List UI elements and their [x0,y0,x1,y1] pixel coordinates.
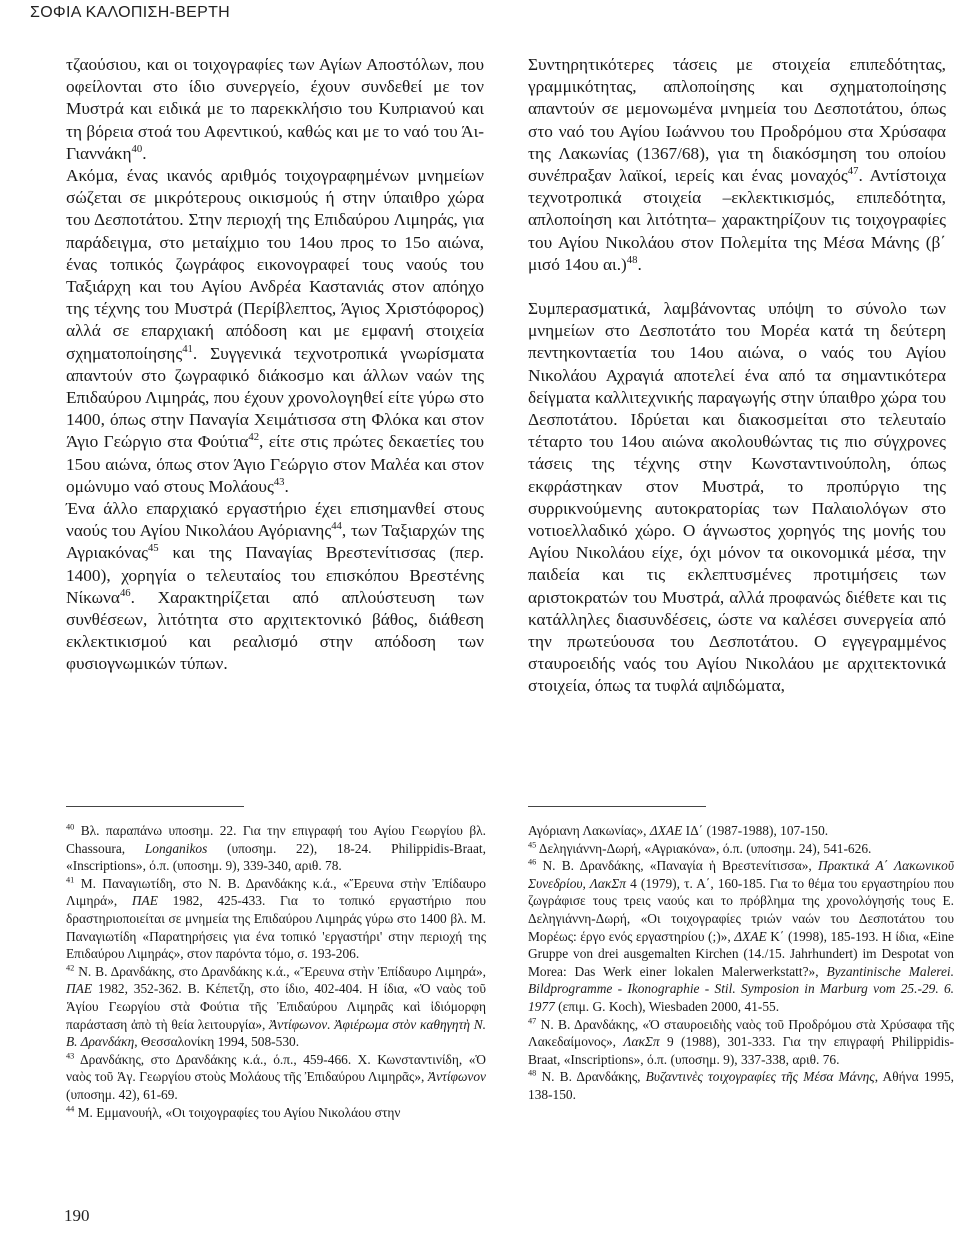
footnote-ref[interactable]: 41 [182,342,193,355]
page-number: 190 [64,1206,90,1225]
footnote-divider [66,806,244,807]
paragraph: τζαούσιου, και οι τοιχογραφίες των Αγίων Αποστόλων, που οφείλονται στο ίδιο συνεργείο, έχουν συνδεθεί με τον Μυστρά και ειδικά με το παρεκκλήσιο του Κυπριανού και τη βόρεια στοά του Αφεντικού, καθώς και με το ναό του Άι-Γιαννάκη$^{40}$. [66,55,484,163]
paragraph: Συμπερασματικά, λαμβάνοντας υπόψη το σύνολο των μνημείων στο Δεσποτάτο του Μορέα κατά τη δεύτερη πεντηκονταετία του 14ου αιώνα, ο ναός του Αγίου Νικολάου Αχραγιά αποτελεί ένα από τα σημαντικότερα δείγματα καλλιτεχνικής παραγωγής στην ύπαιθρο χώρα του Δεσποτάτου. Ιδρύεται και διακοσμείται στο τελευταίο τέταρτο του 14ου αιώνα ακολουθώντας τις πιο σύγχρονες τάσεις της τέχνης στην Κωνσταντινούπολη, όπως εκφράστηκαν στον Μυστρά, το προπύργιο της συρρικνούμενης αυτοκρατορίας των Παλαιολόγων στο νοτιοελλαδικό χώρο. Ο άγνωστος χορηγός της μονής του Αγίου Νικολάου είχε, όχι μόνον τα οικονομικά μέσα, την παιδεία και τις εκλεπτυσμένες προτιμήσεις των αριστοκρατών του Μυστρά, αλλά προφανώς διέθετε και τις κατάλληλες διασυνδέσεις, ώστε να καλέσει συνεργεία από την πρωτεύουσα του Δεσποτάτου. Ο εγγεγραμμένος σταυροειδής ναός του Αγίου Νικολάου με αρχιτεκτονικά στοιχεία, όπως τα τυφλά αψιδώματα, [528,299,946,696]
footnote-continuation: Αγόριανη Λακωνίας», ΔΧΑΕ ΙΔ΄ (1987-1988), 107-150. [528,823,829,838]
footnote: $^{43}$ Δρανδάκης, στο Δρανδάκης κ.ά., ό.π., 459-466. Χ. Κωνσταντινίδη, «Ὁ ναὸς τοῦ Ἁγ. Γεωργίου στοὺς Μολάους τῆς Ἐπιδαύρου Λιμηρᾶς», Ἀντίφωνον (υποσημ. 42), 61-69. [66,1051,486,1102]
footnote: $^{44}$ Μ. Εμμανουήλ, «Οι τοιχογραφίες του Αγίου Νικολάου στην [66,1104,401,1120]
paragraph: Συντηρητικότερες τάσεις με στοιχεία επιπεδότητας, γραμμικότητας, απλοποίησης και σχηματοποίησης απαντούν σε μεμονωμένα μνημεία του Δεσποτάτου, όπως στο ναό του Αγίου Ιωάννου του Προδρόμου στα Χρύσαφα της Λακωνίας (1367/68), για τη διακόσμηση του οποίου συνέπραξαν λαϊκοί, ιερείς και ένας μοναχός$^{47}$. Αντίστοιχα τεχνοτροπικά στοιχεία –εκλεκτικισμός, επιπεδότητα, απλοποίηση και λιτότητα– χαρακτηρίζουν τις τοιχογραφίες του Αγίου Νικολάου στον Πολεμίτα της Μέσα Μάνης (β΄ μισό 14ου αι.)$^{48}$. [528,55,947,274]
footnote: $^{42}$ Ν. Β. Δρανδάκης, στο Δρανδάκης κ.ά., «Ἔρευνα στὴν Ἐπίδαυρο Λιμηρά», ΠΑΕ 1982, 352-362. Β. Κέπετζη, στο ίδιο, 402-404. Η ίδια, «Ὁ ναὸς τοῦ Ἁγίου Γεωργίου στὰ Φούτια τῆς Ἐπιδαύρου Λιμηρᾶς καὶ ἰδιόμορφη παράσταση ἀπὸ τὴ θεία λειτουργία», Ἀντίφωνον. Ἀφιέρωμα στὸν καθηγητὴ Ν. Β. Δρανδάκη, Θεσσαλονίκη 1994, 508-530. [66,963,486,1050]
footnote-ref[interactable]: 46 [119,587,131,600]
footnote-ref[interactable]: 47 [847,165,859,178]
footnote-divider [528,806,706,807]
footnote: $^{47}$ Ν. Β. Δρανδάκης, «Ὁ σταυροειδὴς ναὸς τοῦ Προδρόμου στὰ Χρύσαφα τῆς Λακεδαίμονος», ΛακΣπ 9 (1988), 301-333. Για την επιγραφή Philippidis-Braat, «Inscriptions», ό.π. (υποσημ. 9), 337-338, αριθ. 76. [528,1016,954,1067]
footnote: $^{41}$ Μ. Παναγιωτίδη, στο Ν. Β. Δρανδάκης κ.ά., «Ἔρευνα στὴν Ἐπίδαυρο Λιμηρά», ΠΑΕ 1982, 425-433. Για το τοπικό εργαστήριο που δραστηριοποιείται σε μνημεία της Επιδαύρου Λιμηράς γύρω στο 1400 βλ. Μ. Παναγιωτίδη «Παρατηρήσεις για ένα τοπικό 'εργαστήρι' στην περιοχή της Επιδαύρου Λιμηράς», στον παρόντα τόμο, σ. 193-206. [66,875,486,962]
footnote-ref[interactable]: 43 [273,476,285,489]
footnote: $^{48}$ Ν. Β. Δρανδάκης, Βυζαντινὲς τοιχογραφίες τῆς Μέσα Μάνης, Αθήνα 1995, 138-150. [528,1068,954,1102]
running-head: ΣΟΦΙΑ ΚΑΛΟΠΙΣΗ-ΒΕΡΤΗ [30,4,231,21]
footnote-ref[interactable]: 42 [248,431,260,444]
right-text-column [528,54,946,698]
footnote-ref[interactable]: 44 [331,520,342,533]
footnotes-right [528,822,954,1104]
footnote: $^{45}$ Δεληγιάννη-Δωρή, «Αγριακόνα», ό.π. (υποσημ. 24), 541-626. [528,840,872,856]
left-text-column [66,54,484,676]
paragraph: Ένα άλλο επαρχιακό εργαστήριο έχει επισημανθεί στους ναούς του Αγίου Νικολάου Αγόριανης$^{44}$, των Ταξιαρχών της Αγριακόνας$^{45}$ και της Παναγίας Βρεστενίτισσας (περ. 1400), χορηγία ο τελευταίος του επισκόπου Βρεστένης Νίκωνα$^{46}$. Χαρακτηρίζεται από απλούστευση των συνθέσεων, λιτότητα στο αρχιτεκτονικό βάθος, διάθεση εκλεκτικισμού και ρεαλισμό στην απόδοση των φυσιογνωμικών τύπων. [66,499,485,674]
footnote-ref[interactable]: 40 [131,143,143,156]
footnote-ref[interactable]: 45 [147,542,159,555]
footnote-ref[interactable]: 48 [626,254,638,267]
footnote: $^{46}$ Ν. Β. Δρανδάκης, «Παναγία ἡ Βρεστενίτισσα», Πρακτικά Α΄ Λακωνικοῦ Συνεδρίου, ΛακΣπ 4 (1979), τ. Α΄, 160-185. Για το θέμα του εργαστηρίου που ζωγράφισε τους τρεις ναούς και το πρόβλημα της χρονολόγησής τους Ε. Δεληγιάννη-Δωρή, «Οι τοιχογραφίες τριών ναών του Δεσποτάτου του Μορέως: έργο ενός εργαστηρίου (;)», ΔΧΑΕ Κ΄ (1998), 185-193. Η ίδια, «Eine Gruppe von drei ausgemalten Kirchen (14./15. Jahrhundert) im Despotat von Morea: Das Werk einer lokalen Malerwerkstatt?», Byzantinische Malerei. Bildprogramme - Ikonographie - Stil. Symposion in Marburg vom 25.-29. 6. 1977 (επιμ. G. Koch), Wiesbaden 2000, 41-55. [528,857,955,1014]
paragraph: Ακόμα, ένας ικανός αριθμός τοιχογραφημένων μνημείων σώζεται σε μικρότερους οικισμούς ή στην ύπαιθρο χώρα του Δεσποτάτου. Στην περιοχή της Επιδαύρου Λιμηράς, για παράδειγμα, στο μεταίχμιο του 14ου προς το 15ο αιώνα, ένας τοπικός ζωγράφος εικονογραφεί τους ναούς του Ταξιάρχη και του Αγίου Ανδρέα Καστανιάς στον απόηχο της τέχνης του Μυστρά (Περίβλεπτος, Άγιος Χριστόφορος) αλλά σε επαρχιακή απόδοση και με εμφανή στοιχεία σχηματοποίησης$^{41}$. Συγγενικά τεχνοτροπικά γνωρίσματα απαντούν στο ζωγραφικό διάκοσμο και άλλων ναών της Επιδαύρου Λιμηράς, που έχουν χρονολογηθεί είτε γύρω στο 1400, όπως στην Παναγία Χειμάτισσα στη Φλόκα και στον Άγιο Γεώργιο στα Φούτια$^{42}$, είτε στις πρώτες δεκαετίες του 15ου αιώνα, όπως στον Άγιο Γεώργιο στον Μαλέα και στον ομώνυμο ναό στους Μολάους$^{43}$. [66,166,485,496]
footnotes-left [66,822,486,1121]
footnote: $^{40}$ Βλ. παραπάνω υποσημ. 22. Για την επιγραφή του Αγίου Γεωργίου βλ. Chassoura, Longanikos (υποσημ. 22), 18-24. Philippidis-Braat, «Inscriptions», ό.π. (υποσημ. 9), 339-340, αριθ. 78. [66,822,486,874]
